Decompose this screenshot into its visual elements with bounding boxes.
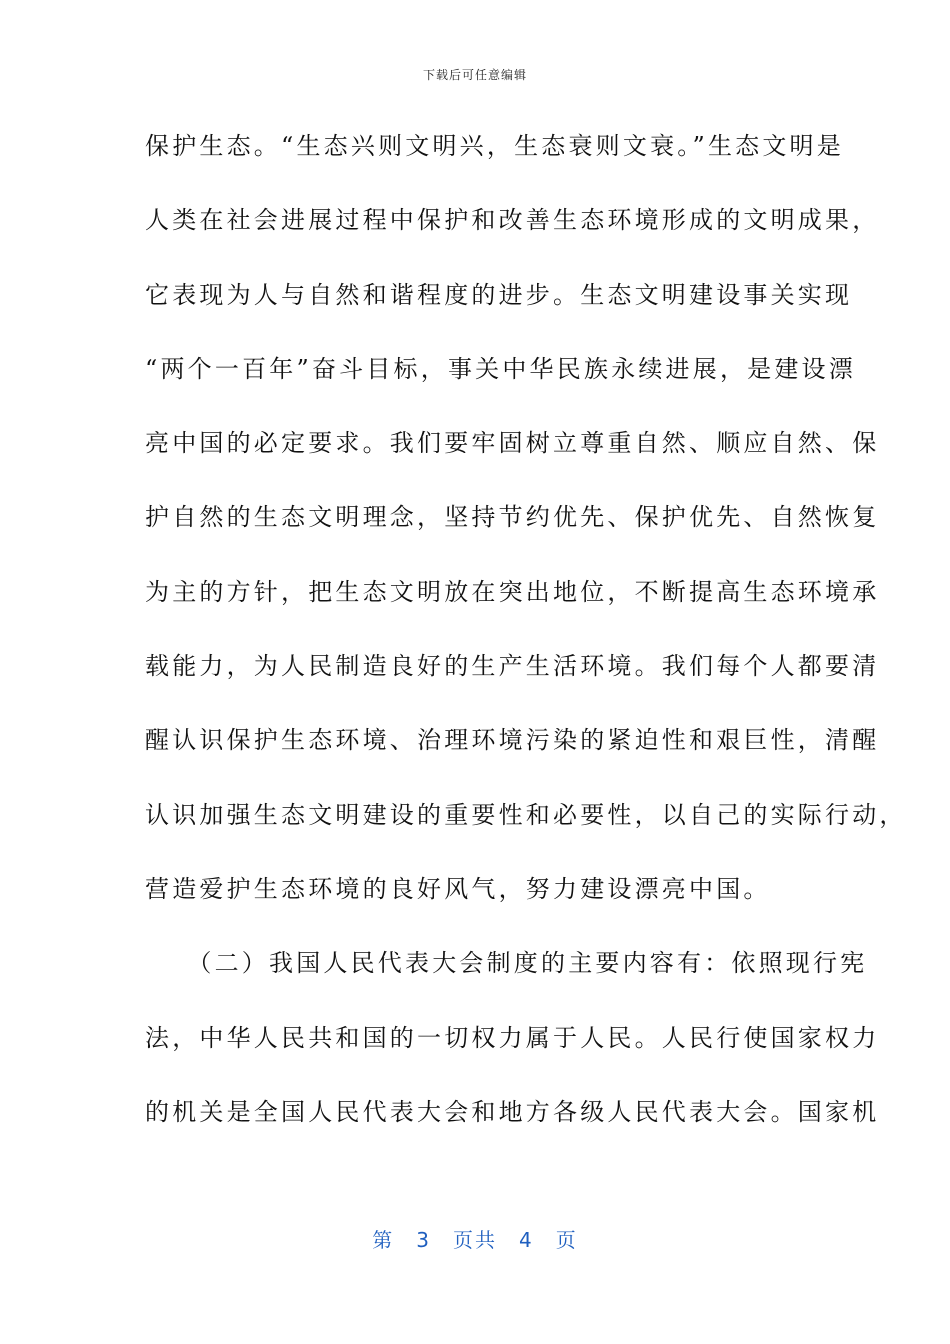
text-line: 人类在社会进展过程中保护和改善生态环境形成的文明成果， <box>145 206 880 235</box>
text-line: 认识加强生态文明建设的重要性和必要性，以自己的实际行动， <box>145 800 907 829</box>
text-line: 法，中华人民共和国的一切权力属于人民。人民行使国家权力 <box>145 1023 880 1052</box>
text-line: 护自然的生态文明理念，坚持节约优先、保护优先、自然恢复 <box>145 503 880 532</box>
text-line: 亮中国的必定要求。我们要牢固树立尊重自然、顺应自然、保 <box>145 429 880 458</box>
text-line: 的机关是全国人民代表大会和地方各级人民代表大会。国家机 <box>145 1097 880 1126</box>
page-total: 4 <box>519 1228 534 1252</box>
text-line: 醒认识保护生态环境、治理环境污染的紧迫性和艰巨性，清醒 <box>145 726 880 755</box>
page-footer <box>0 1224 950 1253</box>
text-line: “两个一百年”奋斗目标，事关中华民族永续进展，是建设漂 <box>145 354 856 383</box>
page-middle: 页共 <box>453 1228 497 1252</box>
text-line: 营造爱护生态环境的良好风气，努力建设漂亮中国。 <box>145 874 771 903</box>
text-line: 它表现为人与自然和谐程度的进步。生态文明建设事关实现 <box>145 280 853 309</box>
text-line: 为主的方针，把生态文明放在突出地位，不断提高生态环境承 <box>145 577 880 606</box>
text-line: 保护生态。“生态兴则文明兴，生态衰则文衰。”生态文明是 <box>145 132 844 160</box>
page-number: 3 <box>416 1228 431 1252</box>
page-suffix: 页 <box>555 1228 578 1252</box>
header-note: 下载后可任意编辑 <box>422 68 527 82</box>
page-prefix: 第 <box>372 1228 395 1252</box>
document-body <box>145 128 907 1168</box>
text-line: 载能力，为人民制造良好的生产生活环境。我们每个人都要清 <box>145 652 880 681</box>
text-line: （二）我国人民代表大会制度的主要内容有：依照现行宪 <box>145 949 868 978</box>
